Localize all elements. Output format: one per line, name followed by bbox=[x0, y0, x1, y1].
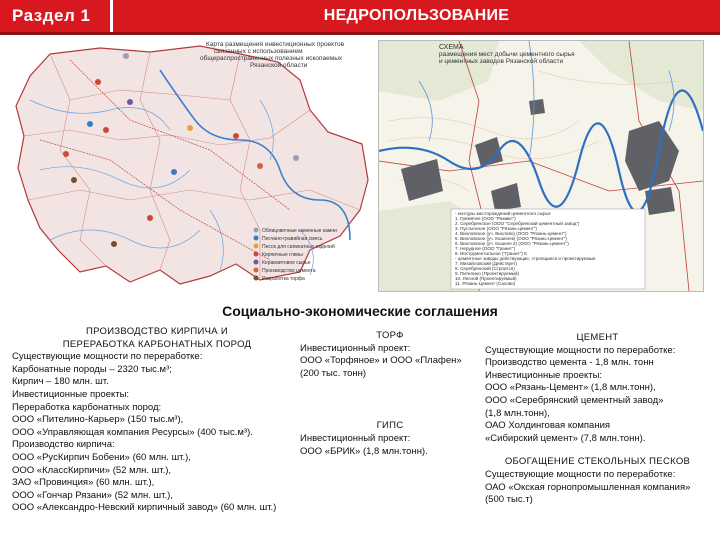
brick-section bbox=[12, 326, 302, 515]
legend-line: 9. Пителино (Проектируемый) bbox=[455, 271, 520, 276]
legend-item: Керамзитовое сырье bbox=[262, 260, 311, 266]
legend-line: 2. Серебрянское (ООО "Серебрянский цементный завод") bbox=[455, 221, 580, 226]
investment-projects-map bbox=[10, 40, 374, 292]
right-map-legend bbox=[451, 209, 645, 289]
legend-item: Разработка торфа bbox=[262, 276, 305, 282]
cement-heading: ЦЕМЕНТ bbox=[576, 332, 619, 343]
legend-line: 6. Вихловское (уч. Кошеле 2) (ООО "Рязань-цемент") bbox=[455, 241, 569, 246]
legend-line: 7. Нерудное (ООО "Гранит") bbox=[455, 246, 516, 251]
right-map-caption-2: размещения мест добычи цементного сырья bbox=[439, 51, 575, 58]
legend-line: 7. Михайловский (Действует) bbox=[455, 261, 518, 266]
legend-item: Песок для силикатных изделий bbox=[262, 244, 335, 250]
section-title: Социально-экономические соглашения bbox=[222, 303, 498, 319]
cement-raw-materials-map bbox=[378, 40, 704, 292]
legend-item: Песчано-гравийная смесь bbox=[262, 236, 323, 242]
legend-item: Кирпичные глины bbox=[262, 252, 303, 258]
header-divider bbox=[0, 32, 720, 35]
glass-heading: ОБОГАЩЕНИЕ СТЕКОЛЬНЫХ ПЕСКОВ bbox=[504, 456, 691, 468]
left-map-caption-2: связанных с использованием bbox=[214, 48, 303, 55]
cement-line: ООО «Рязань-Цемент» (1,8 млн.тонн), bbox=[485, 382, 656, 394]
brick-heading-1: ПРОИЗВОДСТВО КИРПИЧА И bbox=[85, 326, 229, 337]
peat-heading: ТОРФ bbox=[376, 330, 404, 341]
cement-line: (1,8 млн.тонн), bbox=[485, 407, 550, 419]
brick-line: Инвестиционные проекты: bbox=[12, 388, 130, 400]
legend-line: 5. Вихловское (уч. Кошелек) (ООО "Рязань-цемент") bbox=[455, 236, 567, 241]
legend-line: 1. Гремячее (ООО "Ремикс") bbox=[455, 216, 516, 221]
left-map-caption-3: общераспространенных полезных ископаемых bbox=[200, 55, 343, 62]
page-title: НЕДРОПОЛЬЗОВАНИЕ bbox=[113, 0, 720, 32]
glass-line: ОАО «Окская горнопромышленная компания» bbox=[485, 481, 691, 493]
glass-line: Существующие мощности по переработке: bbox=[485, 468, 676, 480]
legend-line: - контуры месторождений цементного сырья bbox=[455, 211, 551, 216]
brick-line: ООО «Гончар Рязани» (52 млн. шт.), bbox=[12, 489, 173, 501]
glass-line: (500 тыс.т) bbox=[485, 494, 533, 506]
legend-line: 8. Инструментальное ("Гранит") 5 bbox=[455, 251, 527, 256]
peat-line: Инвестиционный проект: bbox=[300, 342, 411, 354]
brick-line: ЗАО «Провинция» (60 млн. шт.), bbox=[12, 477, 155, 489]
brick-line: Кирпич – 180 млн. шт. bbox=[12, 376, 109, 388]
brick-line: Карбонатные породы – 2320 тыс.м³; bbox=[12, 363, 172, 375]
legend-line: 3. Пустынское (ООО "Рязань-цемент") bbox=[455, 226, 537, 231]
cement-glass-section bbox=[485, 332, 710, 507]
brick-heading-2: ПЕРЕРАБОТКА КАРБОНАТНЫХ ПОРОД bbox=[62, 338, 252, 350]
gypsum-line: ООО «БРИК» (1,8 млн.тонн). bbox=[300, 445, 428, 457]
legend-line: 10. Лесной (Проектируемый) bbox=[455, 276, 517, 281]
legend-line: - цементные заводы действующие, строящиеся и проектируемые bbox=[455, 256, 596, 261]
cement-line: ООО «Серебрянский цементный завод» bbox=[485, 394, 664, 406]
cement-line: Инвестиционные проекты: bbox=[485, 369, 603, 381]
brick-line: ООО «КлассКирпичи» (52 млн. шт.), bbox=[12, 464, 172, 476]
gypsum-line: Инвестиционный проект: bbox=[300, 432, 411, 444]
brick-line: ООО «РусКирпич Бобени» (60 млн. шт.), bbox=[12, 451, 191, 463]
legend-line: 11. Рязань-Цемент (Сасово) bbox=[455, 281, 516, 286]
peat-line: ООО «Торфяное» и ООО «Плафен» bbox=[300, 355, 462, 367]
brick-line: ООО «Пителино-Карьер» (150 тыс.м³), bbox=[12, 414, 184, 426]
peat-line: (200 тыс. тонн) bbox=[300, 367, 367, 379]
section-label: Раздел 1 bbox=[0, 0, 110, 32]
brick-line: ООО «Управляющая компания Ресурсы» (400 тыс.м³). bbox=[12, 426, 253, 438]
right-map-caption-1: СХЕМА bbox=[439, 44, 464, 51]
brick-line: Переработка карбонатных пород: bbox=[12, 401, 162, 413]
legend-line: 8. Серебрянский (Строится) bbox=[455, 266, 515, 271]
cement-line: ОАО Холдинговая компания bbox=[485, 420, 611, 432]
peat-gypsum-section bbox=[300, 330, 480, 458]
cement-line: Существующие мощности по переработке: bbox=[485, 344, 676, 356]
left-map-caption-4: Рязанской области bbox=[250, 62, 308, 69]
brick-line: Существующие мощности по переработке: bbox=[12, 351, 203, 363]
cement-line: «Сибирский цемент» (7,8 млн.тонн). bbox=[485, 432, 646, 444]
brick-line: Производство кирпича: bbox=[12, 439, 115, 451]
brick-line: ООО «Александро-Невский кирпичный завод» (60 млн. шт.) bbox=[12, 502, 277, 514]
cement-line: Производство цемента - 1,8 млн. тонн bbox=[485, 357, 654, 369]
left-map-caption-1: Карта размещения инвестиционных проектов bbox=[206, 41, 345, 48]
legend-line: 4. Вихловское (уч. Вихлово) (ООО "Рязань-цемент") bbox=[455, 231, 567, 236]
legend-item: Облицовочные каменные камни bbox=[262, 228, 337, 234]
gypsum-heading: ГИПС bbox=[376, 420, 404, 432]
legend-item: Производство цемента bbox=[262, 268, 316, 274]
right-map-caption-3: и цементных заводов Рязанской области bbox=[439, 58, 564, 65]
